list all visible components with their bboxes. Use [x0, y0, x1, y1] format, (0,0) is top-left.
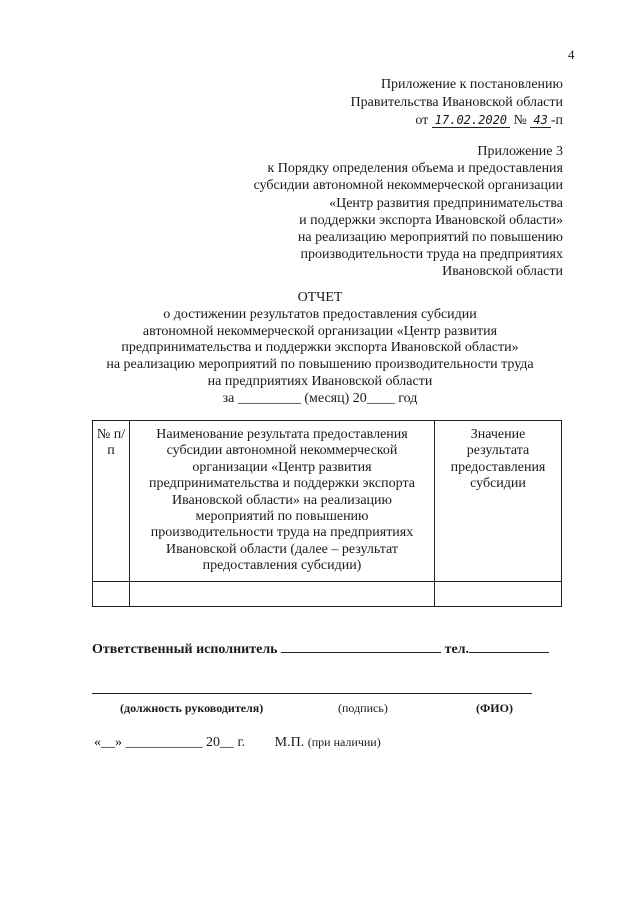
appendix-main-date-line — [351, 112, 563, 130]
responsible-name-blank — [281, 638, 441, 653]
period-month-blank: _________ — [237, 390, 301, 406]
header-result-name: Наименование результата предоставления субсидии автономной некоммерческой организации «Центр развития предпринимательства и поддержки экспорта Ивановской области» на реализацию мероприятий по повышению производительности труда на предприятиях Ивановской области (далее – результат предоставления субсидии) — [130, 421, 435, 582]
period-year-blank: ____ — [366, 390, 395, 406]
appendix-main-block — [351, 76, 563, 130]
table-cell — [435, 581, 562, 606]
table-cell — [93, 581, 130, 606]
appendix-3-line: Ивановской области — [442, 264, 563, 280]
appendix-3-line: на реализацию мероприятий по повышению — [297, 230, 563, 246]
date-year-blank: __ — [220, 735, 234, 750]
position-caption: (должность руководителя) — [120, 701, 264, 715]
handwritten-date: 17.02.2020 — [432, 113, 510, 128]
appendix-3-block — [254, 143, 563, 281]
appendix-main-line1: Приложение к постановлению — [380, 77, 563, 92]
name-caption: (ФИО) — [476, 701, 513, 715]
appendix-3-line: субсидии автономной некоммерческой организации — [253, 178, 563, 194]
stamp-note: (при наличии) — [307, 735, 381, 749]
report-period — [0, 391, 640, 408]
appendix-3-line: «Центр развития предпринимательства — [329, 195, 563, 211]
date-day-blank: __ — [101, 735, 115, 750]
number-suffix: -п — [550, 113, 563, 128]
page-number: 4 — [568, 47, 575, 62]
table-cell — [130, 581, 435, 606]
period-year-prefix: 20 — [352, 390, 367, 406]
date-close-quote: » — [115, 735, 122, 750]
handwritten-number: 43 — [530, 113, 550, 128]
from-label: от — [415, 113, 429, 128]
appendix-3-line: Приложение 3 — [477, 144, 563, 159]
appendix-3-line: к Порядку определения объема и предоставления — [267, 161, 563, 177]
header-result-value: Значение результата предоставления субсидии — [435, 421, 562, 582]
date-line — [94, 735, 381, 751]
period-year-label: год — [398, 390, 418, 406]
signature-line — [92, 693, 532, 694]
date-year-prefix: 20 — [206, 735, 220, 750]
results-table — [92, 420, 562, 607]
report-subtitle-line: на реализацию мероприятий по повышению производительности труда — [106, 357, 534, 373]
appendix-main-line2: Правительства Ивановской области — [350, 95, 563, 110]
table-header-row — [93, 421, 562, 582]
responsible-line — [92, 638, 549, 658]
report-subtitle-line: предпринимательства и поддержки экспорта Ивановской области» — [121, 340, 519, 356]
date-month-blank: ___________ — [125, 735, 203, 750]
report-subtitle-line: о достижении результатов предоставления субсидии — [163, 306, 477, 322]
report-title: ОТЧЕТ — [297, 290, 343, 305]
report-heading — [0, 290, 640, 408]
date-year-suffix: г. — [237, 735, 246, 750]
date-open-quote: « — [94, 735, 101, 750]
stamp-label: М.П. — [274, 735, 305, 750]
period-for-label: за — [222, 390, 235, 406]
signature-caption: (подпись) — [338, 701, 388, 715]
header-number: № п/п — [93, 421, 130, 582]
report-subtitle-line: на предприятиях Ивановской области — [207, 373, 433, 389]
appendix-3-line: и поддержки экспорта Ивановской области» — [299, 212, 563, 228]
report-subtitle-line: автономной некоммерческой организации «Центр развития — [142, 323, 498, 339]
appendix-3-line: производительности труда на предприятиях — [300, 247, 563, 263]
table-row — [93, 581, 562, 606]
number-label: № — [513, 113, 527, 128]
period-month-label: (месяц) — [304, 390, 350, 406]
phone-blank — [469, 638, 549, 653]
responsible-label: Ответственный исполнитель — [92, 642, 278, 657]
phone-label: тел. — [444, 642, 470, 657]
